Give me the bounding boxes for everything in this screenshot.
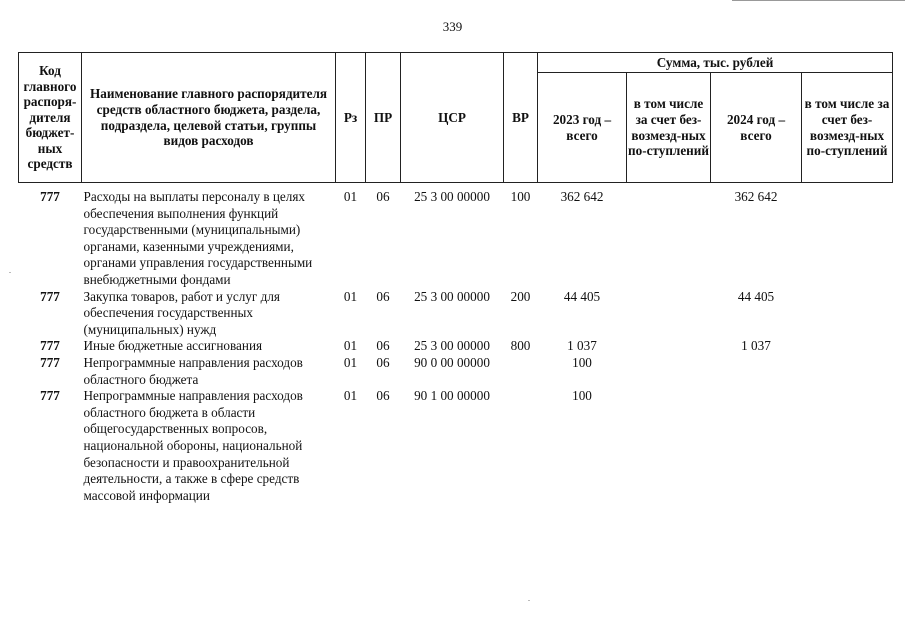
row-2024-total: 362 642 (734, 189, 778, 204)
row-2023-free (627, 338, 711, 355)
row-2023-free (627, 189, 711, 289)
row-2024-free (802, 289, 893, 339)
header-2023-total: 2023 год – всего (538, 73, 627, 183)
header-2023-free: в том числе за счет без-возмезд-ных по-ступлений (627, 73, 711, 183)
table-row (19, 355, 893, 388)
row-code: 777 (40, 288, 60, 304)
row-pr: 06 (376, 288, 390, 304)
row-vr (504, 355, 538, 388)
row-2023-total: 362 642 (560, 189, 604, 204)
row-rz: 01 (343, 189, 358, 204)
row-csr: 25 3 00 00000 (414, 338, 490, 354)
header-2024-free: в том числе за счет без-возмезд-ных по-ступлений (802, 73, 893, 183)
row-2024-free (802, 338, 893, 355)
row-2023-free (627, 289, 711, 339)
row-rz: 01 (343, 388, 358, 404)
table-body (19, 183, 893, 505)
row-rz: 01 (343, 338, 358, 354)
row-2024-free (802, 355, 893, 388)
header-sum: Сумма, тыс. рублей (538, 53, 893, 73)
top-edge-rule (732, 0, 905, 1)
row-code: 777 (40, 354, 60, 370)
table-row (19, 189, 893, 289)
row-name: Непрограммные направления расходов областного бюджета (83, 354, 303, 387)
row-name: Иные бюджетные ассигнования (83, 338, 263, 354)
row-csr: 25 3 00 00000 (414, 189, 490, 204)
table-row (19, 338, 893, 355)
table-row (19, 289, 893, 339)
row-pr: 06 (376, 338, 390, 354)
row-csr: 90 0 00 00000 (414, 354, 490, 370)
row-2023-total: 100 (572, 388, 592, 404)
row-csr: 90 1 00 00000 (414, 388, 490, 404)
row-csr: 25 3 00 00000 (414, 288, 490, 304)
row-code: 777 (40, 189, 60, 204)
row-2023-total: 1 037 (567, 338, 597, 354)
header-pr: ПР (366, 53, 401, 183)
row-2023-total: 100 (572, 354, 592, 370)
row-name: Расходы на выплаты персоналу в целях обеспечения выполнения функций государственными (муниципальными) органами, казенными учреждениями, органами управления государственными внебюджетными фондами (83, 189, 313, 287)
row-2024-total (711, 388, 802, 504)
header-vr: ВР (504, 53, 538, 183)
row-vr (504, 388, 538, 504)
header-code: Код главного распоря-дителя бюджет-ных средств (19, 53, 82, 183)
budget-table (18, 52, 893, 504)
row-rz: 01 (343, 288, 358, 304)
row-2024-total: 1 037 (741, 338, 771, 354)
row-pr: 06 (376, 189, 390, 204)
scan-speck (9, 272, 11, 273)
header-csr: ЦСР (401, 53, 504, 183)
row-name: Непрограммные направления расходов областного бюджета в области общегосударственных вопросов, национальной обороны, национальной безопасности и правоохранительной деятельности, а также в сфере средств массовой информации (83, 388, 303, 503)
row-2023-free (627, 388, 711, 504)
header-2024-total: 2024 год – всего (711, 73, 802, 183)
row-pr: 06 (376, 388, 390, 404)
row-2023-total: 44 405 (563, 288, 601, 304)
row-2024-total: 44 405 (737, 288, 775, 304)
header-name: Наименование главного распорядителя средств областного бюджета, раздела, подраздела, целевой статьи, группы видов расходов (82, 53, 336, 183)
row-code: 777 (40, 338, 60, 354)
row-2024-free (802, 388, 893, 504)
row-2024-total (711, 355, 802, 388)
row-name: Закупка товаров, работ и услуг для обеспечения государственных (муниципальных) нужд (83, 288, 280, 337)
row-vr: 100 (510, 189, 531, 204)
row-rz: 01 (343, 354, 358, 370)
row-vr: 800 (510, 338, 531, 354)
row-2023-free (627, 355, 711, 388)
header-rz: Рз (336, 53, 366, 183)
row-2024-free (802, 189, 893, 289)
page-number: 339 (442, 19, 463, 34)
scan-speck (528, 600, 530, 601)
row-pr: 06 (376, 354, 390, 370)
table-row (19, 388, 893, 504)
table-header (19, 53, 893, 183)
row-code: 777 (40, 388, 60, 404)
row-vr: 200 (510, 288, 531, 304)
